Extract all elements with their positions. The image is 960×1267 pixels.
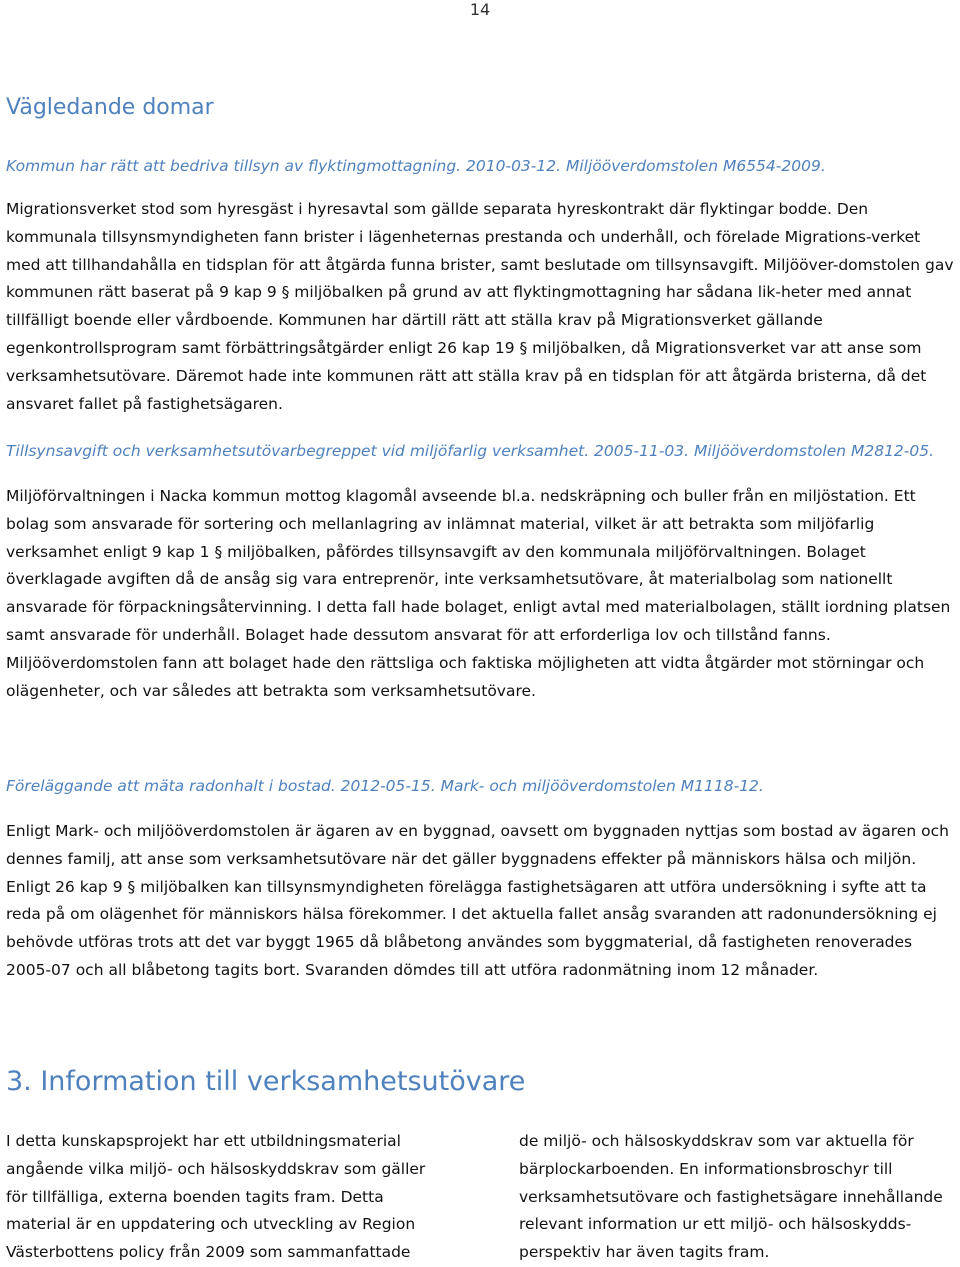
case-body: Migrationsverket stod som hyresgäst i hyresavtal som gällde separata hyreskontrakt där flyktingar bodde. Den kommunala tillsynsmyndigheten fann brister i lägenheternas prestanda och underhåll, och förelade Migrations-verket med att tillhandahålla en tidsplan för att åtgärda funna brister, samt beslutade om tillsynsavgift. Miljööver-domstolen gav kommunen rätt baserat på 9 kap 9 § miljöbalken på grund av att flyktingmottagning har sådana lik-heter med annat tillfälligt boende eller vårdboende. Kommunen har därtill rätt att ställa krav på Migrationsverket gällande egenkontrollsprogram samt förbättringsåtgärder enligt 26 kap 19 § miljöbalken, då Migrationsverket var att anse som verksamhetsutövare. Däremot hade inte kommunen rätt att ställa krav på en tidsplan för att åtgärda bristerna, då det ansvaret fallet på fastighetsägaren. [6, 200, 954, 413]
page-number: 14 [469, 0, 491, 19]
case-body: Enligt Mark- och miljööverdomstolen är ägaren av en byggnad, oavsett om byggnaden nyttjas som bostad av ägaren och dennes familj, att anse som verksamhetsutövare när det gäller byggnadens effekter på människors hälsa och miljön. Enligt 26 kap 9 § miljöbalken kan tillsynsmyndigheten förelägga fastighetsägaren att utföra undersökning i syfte att ta reda på om olägenhet för människors hälsa förekommer. I det aktuella fallet ansåg svaranden att radonundersökning ej behövde utföras trots att det var byggt 1965 då blåbetong användes som byggmaterial, då fastigheten renoverades 2005-07 och all blåbetong tagits bort. Svaranden dömdes till att utföra radonmätning inom 12 månader. [6, 822, 949, 979]
case-title: Föreläggande att mäta radonhalt i bostad. 2012-05-15. Mark- och miljööverdomstolen M1118-12. [6, 777, 764, 795]
section-heading-vagledande-domar: Vägledande domar [6, 95, 214, 120]
column-left-text: I detta kunskapsprojekt har ett utbildningsmaterial angående vilka miljö- och hälsoskyddskrav som gäller för tillfälliga, externa boenden tagits fram. Detta material är en uppdatering och utveckling av Region Västerbottens policy från 2009 som sammanfattade [6, 1132, 426, 1262]
case-body: Miljöförvaltningen i Nacka kommun mottog klagomål avseende bl.a. nedskräpning och buller från en miljöstation. Ett bolag som ansvarade för sortering och mellanlagring av inlämnat material, vilket är att betrakta som miljöfarlig verksamhet enligt 9 kap 1 § miljöbalken, påfördes tillsynsavgift av den kommunala miljöförvaltningen. Bolaget överklagade avgiften då de ansåg sig vara entreprenör, inte verksamhetsutövare, åt materialbolag som nationellt ansvarade för förpackningsåtervinning. I detta fall hade bolaget, enligt avtal med materialbolagen, ställt iordning platsen samt ansvarade för underhåll. Bolaget hade dessutom ansvarat för att erforderliga lov och tillstånd fanns. Miljööverdomstolen fann att bolaget hade den rättsliga och faktiska möjligheten att vidta åtgärder mot störningar och olägenheter, och var således att betrakta som verksamhetsutövare. [6, 487, 951, 700]
column-right-text: de miljö- och hälsoskyddskrav som var aktuella för bärplockarboenden. En informationsbroschyr till verksamhetsutövare och fastighetsägare innehållande relevant information ur ett miljö- och hälsoskydds-perspektiv har även tagits fram. [519, 1132, 943, 1262]
case-title: Tillsynsavgift och verksamhetsutövarbegreppet vid miljöfarlig verksamhet. 2005-11-03. Miljööverdomstolen M2812-05. [6, 442, 935, 460]
section-heading-information: 3. Information till verksamhetsutövare [6, 1066, 526, 1097]
case-title: Kommun har rätt att bedriva tillsyn av flyktingmottagning. 2010-03-12. Miljööverdomstolen M6554-2009. [6, 157, 826, 175]
